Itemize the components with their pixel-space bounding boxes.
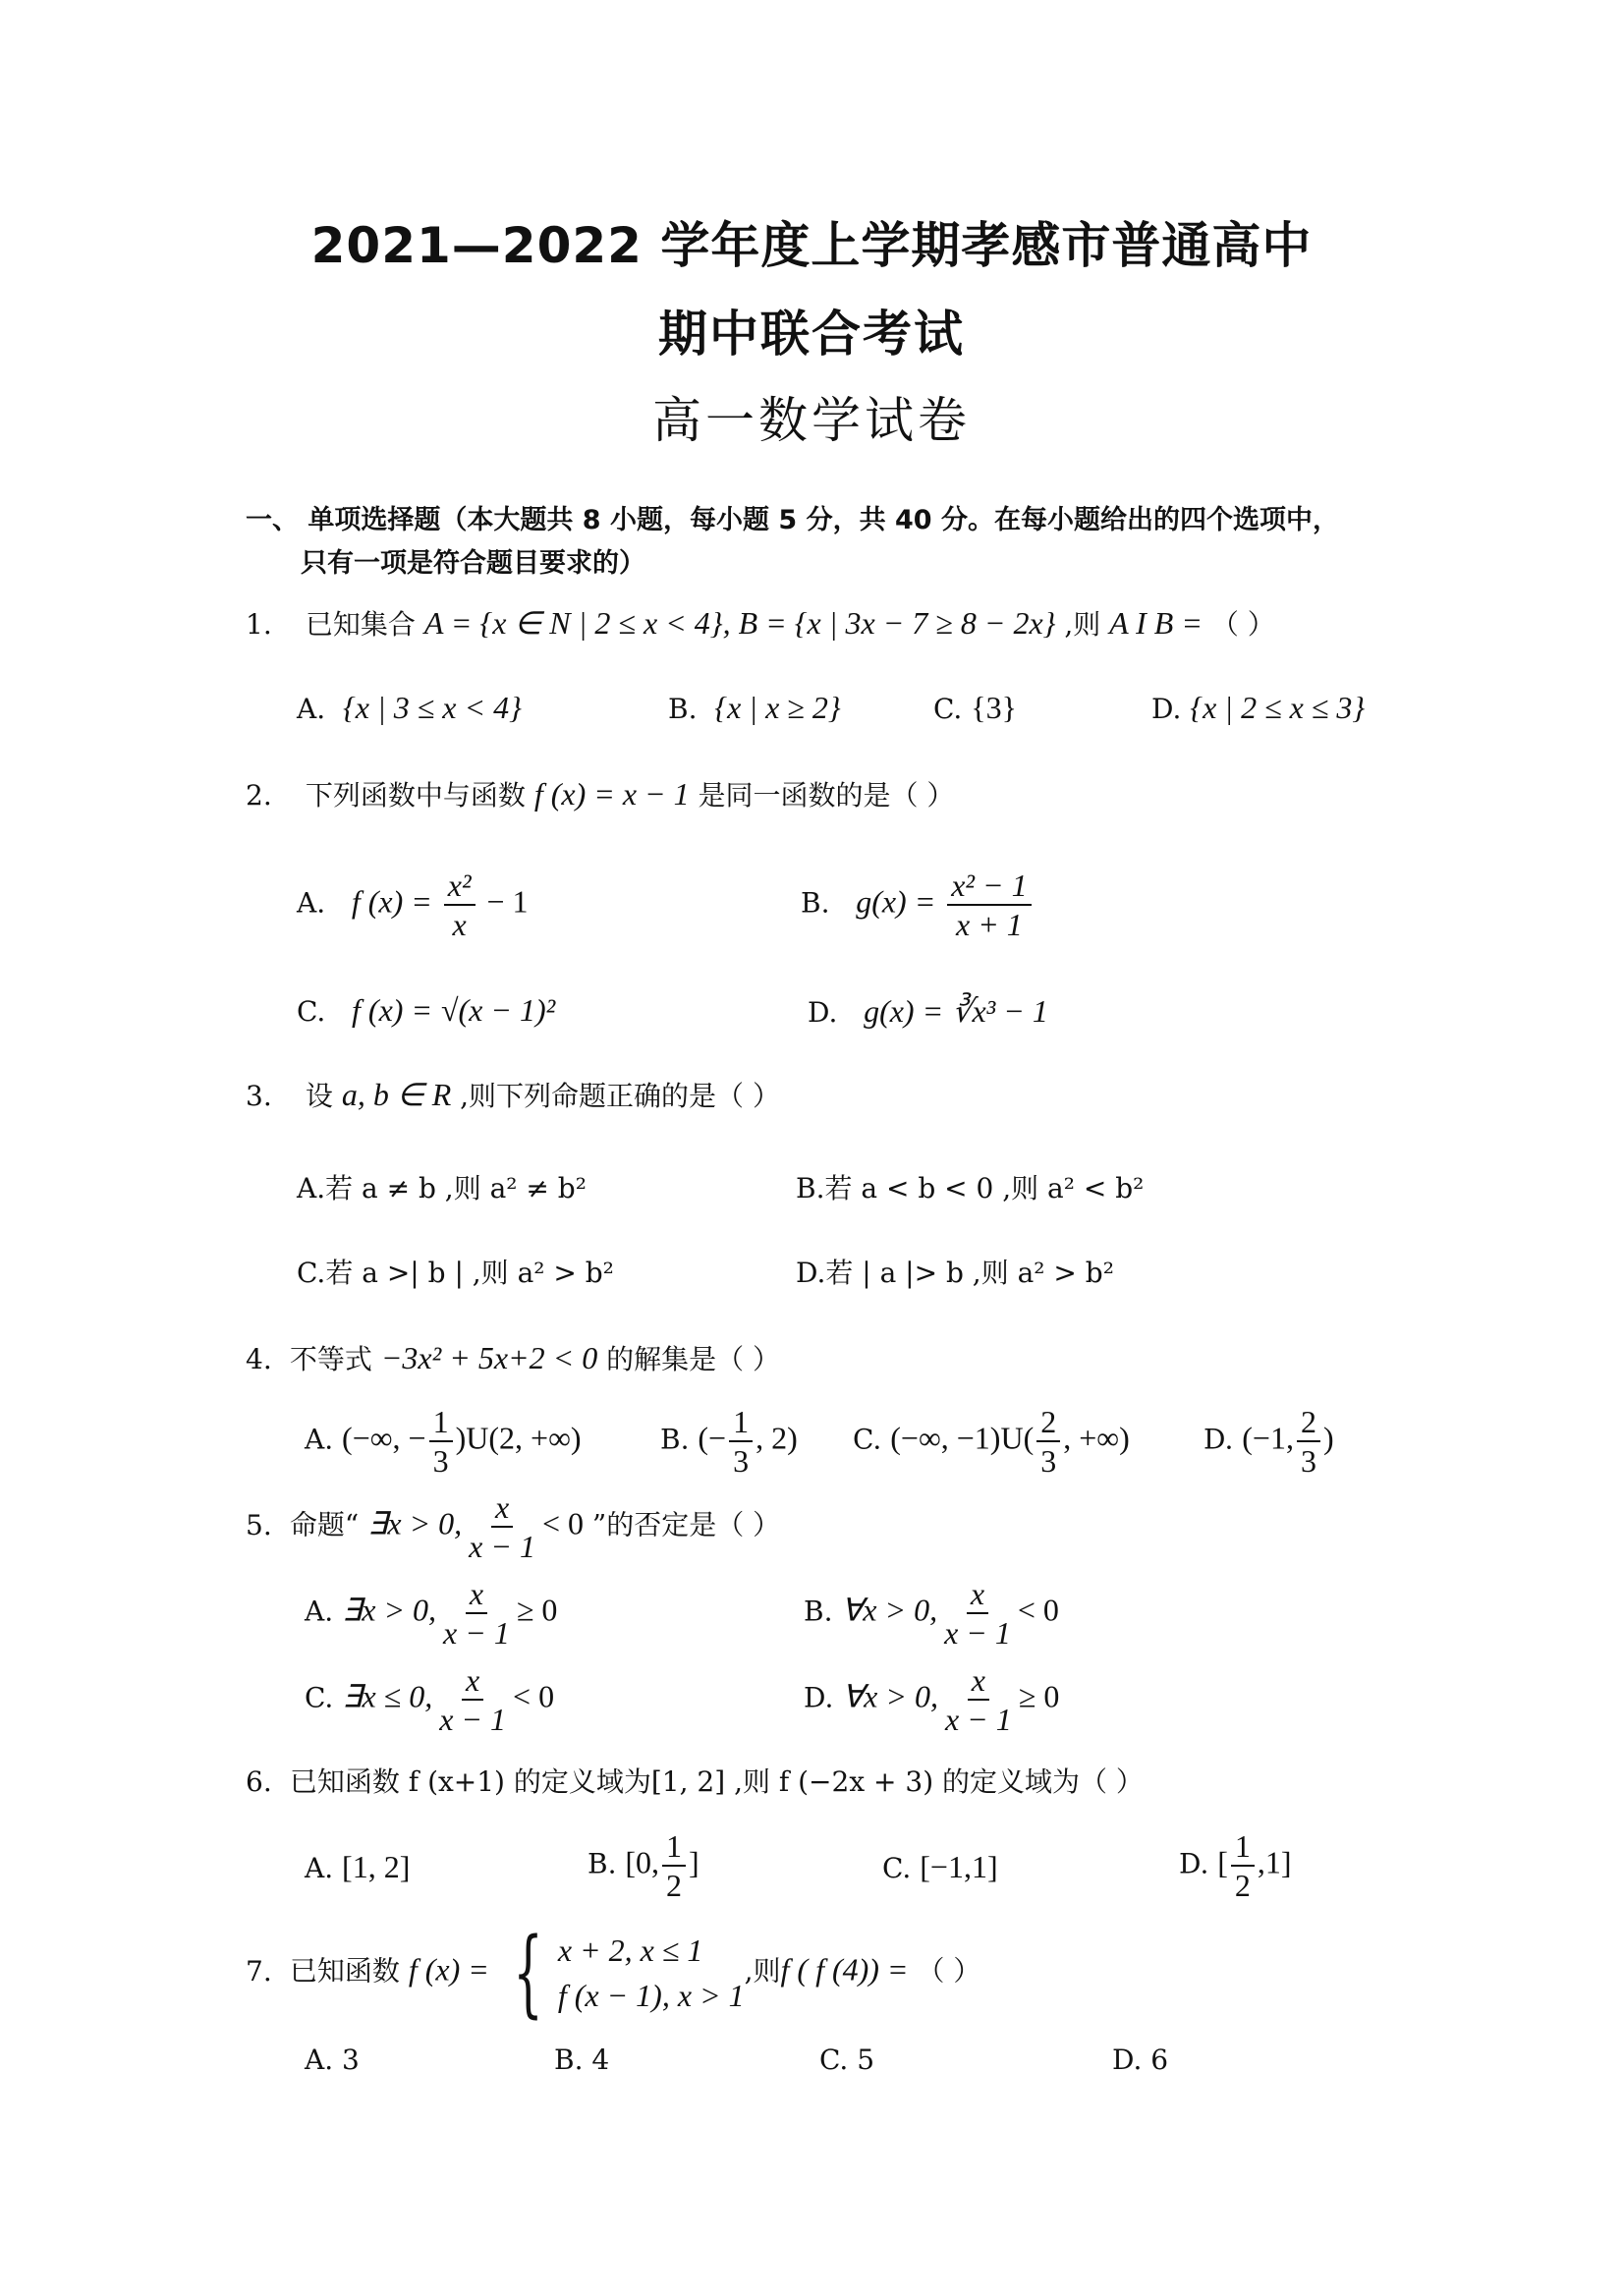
option-label: C.	[305, 1681, 334, 1714]
q2-option-a	[297, 867, 528, 943]
q6-option-c	[882, 1849, 998, 1885]
option-post: ≥ 0	[1018, 1678, 1060, 1714]
option-label: B.	[588, 1847, 617, 1880]
option-label: D.	[1151, 693, 1182, 725]
question-4	[246, 1338, 780, 1377]
fraction-numerator: 1	[1231, 1827, 1255, 1867]
question-stem-suffix: 是同一函数的是（ ）	[698, 779, 955, 812]
q5-option-c	[305, 1661, 554, 1738]
fraction-denominator: x − 1	[443, 1615, 510, 1651]
option-label: C.	[853, 1423, 882, 1456]
option-pre: ∃x ≤ 0,	[342, 1678, 433, 1714]
fraction	[662, 1827, 686, 1904]
option-pre: ∃x > 0,	[342, 1592, 437, 1628]
q5-option-b	[804, 1575, 1059, 1652]
q7-option-b: B. 4	[554, 2044, 610, 2076]
fraction-denominator: 3	[432, 1443, 449, 1479]
piecewise-case-2: f (x − 1), x > 1	[557, 1978, 745, 2013]
question-stem-suffix: 的解集是（ ）	[606, 1343, 781, 1375]
option-value: {3}	[971, 690, 1017, 725]
q1-option-a	[297, 690, 522, 726]
fraction-denominator: x − 1	[439, 1702, 507, 1737]
fraction	[465, 1488, 539, 1565]
q3-option-c: C.若 a >| b | ,则 a² > b²	[297, 1257, 614, 1289]
section-heading	[246, 499, 1339, 586]
option-post: < 0	[513, 1678, 555, 1714]
option-pre: [	[1217, 1844, 1228, 1880]
option-label: B.	[668, 693, 698, 725]
question-number: 5.	[246, 1508, 272, 1541]
option-post: < 0	[1017, 1592, 1059, 1628]
piecewise-case-1: x + 2, x ≤ 1	[557, 1932, 703, 1968]
question-stem-suffix: ,则	[744, 1954, 781, 1988]
question-stem-math: −3x² + 5x+2 < 0	[380, 1340, 598, 1375]
option-pre: ∀x > 0,	[841, 1592, 938, 1628]
option-label: D.	[1203, 1423, 1234, 1456]
q3-option-b: B.若 a < b < 0 ,则 a² < b²	[796, 1172, 1145, 1204]
question-number: 4.	[246, 1343, 272, 1375]
option-value: [−1,1]	[920, 1849, 998, 1884]
question-stem-suffix: ,则下列命题正确的是（ ）	[460, 1080, 780, 1112]
fraction-numerator: 2	[1297, 1403, 1320, 1442]
section-heading-line2: 只有一项是符合题目要求的）	[301, 548, 645, 579]
option-post: )U(2, +∞)	[455, 1420, 582, 1456]
fraction-numerator: x	[466, 1575, 487, 1614]
option-post: )	[1322, 1420, 1334, 1456]
question-number: 1.	[246, 608, 272, 641]
option-lhs: f (x) =	[352, 992, 433, 1028]
question-stem-prefix: 不等式	[289, 1343, 372, 1375]
fraction-numerator: 1	[729, 1403, 753, 1442]
option-pre: (−∞, −	[342, 1420, 426, 1456]
q2-option-b	[801, 867, 1035, 943]
option-post: ≥ 0	[516, 1592, 558, 1628]
question-paren: （ ）	[917, 1954, 981, 1988]
question-stem-prefix: 设	[305, 1080, 333, 1112]
question-number: 7.	[246, 1954, 272, 1988]
option-label: A.	[297, 886, 326, 920]
question-number: 2.	[246, 779, 272, 812]
q4-option-a	[305, 1403, 582, 1480]
fraction-numerator: x	[968, 1661, 989, 1701]
option-label: C.	[882, 1852, 912, 1884]
fraction-denominator: x	[452, 907, 467, 942]
fraction-denominator: 3	[733, 1443, 750, 1479]
option-label: D.	[1179, 1847, 1209, 1880]
q1-option-b	[668, 690, 841, 726]
option-label: B.	[660, 1423, 690, 1456]
q1-option-d	[1151, 690, 1365, 726]
option-radical: ∛x³ − 1	[952, 993, 1048, 1029]
question-stem-prefix: 下列函数中与函数	[305, 779, 526, 812]
exam-title-line3: 高一数学试卷	[652, 392, 971, 449]
q5-option-d	[804, 1661, 1059, 1738]
q6-option-b	[588, 1827, 700, 1904]
q4-option-c	[853, 1403, 1130, 1480]
fraction-denominator: 3	[1040, 1443, 1057, 1479]
fraction-denominator: x − 1	[944, 1702, 1012, 1737]
q3-option-d: D.若 | a |> b ,则 a² > b²	[796, 1257, 1114, 1289]
fraction	[1036, 1403, 1060, 1480]
fraction-denominator: x − 1	[944, 1615, 1011, 1651]
question-3	[246, 1075, 780, 1114]
question-stem-suffix: ,则	[1064, 608, 1101, 641]
q5-option-a	[305, 1575, 557, 1652]
fraction	[429, 1403, 453, 1480]
fraction	[940, 1575, 1015, 1652]
option-label: C.	[933, 693, 963, 725]
question-stem-prefix: 已知集合	[305, 608, 416, 641]
fraction	[1297, 1403, 1320, 1480]
fraction	[439, 1575, 514, 1652]
fraction-denominator: 3	[1300, 1443, 1316, 1479]
question-stem-math: f (x) = x − 1	[533, 776, 690, 812]
fraction-denominator: x + 1	[956, 907, 1023, 942]
option-rhs: − 1	[486, 883, 529, 920]
fraction	[444, 867, 476, 943]
option-label: D.	[804, 1681, 834, 1714]
question-5	[246, 1488, 780, 1565]
option-label: A.	[305, 1595, 334, 1628]
fraction-denominator: 2	[666, 1868, 683, 1903]
option-post: , +∞)	[1063, 1420, 1130, 1456]
question-stem-prefix: 命题“	[289, 1508, 360, 1541]
fraction-numerator: x	[491, 1488, 513, 1528]
option-lhs: g(x) =	[856, 883, 936, 920]
q3-option-a: A.若 a ≠ b ,则 a² ≠ b²	[297, 1172, 587, 1204]
option-post: ,1]	[1257, 1844, 1292, 1880]
question-7	[246, 1918, 981, 2028]
fraction-numerator: 2	[1036, 1403, 1060, 1442]
question-1	[246, 603, 1275, 643]
fraction-numerator: 1	[429, 1403, 453, 1442]
option-post: , 2)	[756, 1420, 798, 1456]
question-stem: 已知函数 f (x+1) 的定义域为[1, 2] ,则 f (−2x + 3) 的定义域为（ ）	[289, 1765, 1144, 1798]
option-pre: [0,	[625, 1844, 660, 1880]
fraction-denominator: 2	[1234, 1868, 1251, 1903]
left-brace-icon: {	[513, 1918, 543, 2028]
option-pre: (−1,	[1242, 1420, 1294, 1456]
fraction-numerator: x²	[444, 867, 476, 906]
q6-option-d	[1179, 1827, 1292, 1904]
option-radical: √(x − 1)²	[440, 992, 556, 1028]
fraction-denominator: x − 1	[469, 1529, 535, 1564]
q1-option-c	[933, 690, 1017, 726]
piecewise-cases	[558, 1928, 745, 2018]
q6-option-a	[305, 1849, 410, 1885]
option-value: [1, 2]	[342, 1849, 411, 1884]
q7-option-c: C. 5	[819, 2044, 875, 2076]
fraction-numerator: 1	[662, 1827, 686, 1867]
question-stem-math: a, b ∈ R	[341, 1077, 452, 1112]
option-pre: (−∞, −1)U(	[890, 1420, 1035, 1456]
option-pre: ∀x > 0,	[842, 1678, 938, 1714]
fraction	[941, 1661, 1016, 1738]
exam-title-line1: 2021—2022 学年度上学期孝感市普通高中	[310, 217, 1313, 274]
option-label: C.	[297, 995, 326, 1028]
exam-title-line2: 期中联合考试	[658, 306, 965, 363]
q7-option-a: A. 3	[305, 2044, 360, 2076]
question-stem-math-post: < 0	[541, 1505, 584, 1541]
option-label: D.	[808, 996, 838, 1029]
question-paren: （ ）	[1210, 608, 1275, 641]
option-post: ]	[689, 1844, 700, 1880]
option-label: B.	[801, 886, 830, 920]
fraction-numerator: x	[967, 1575, 988, 1614]
q2-option-d	[808, 992, 1048, 1030]
option-value: {x | 2 ≤ x ≤ 3}	[1190, 690, 1366, 725]
option-label: A.	[297, 693, 326, 725]
section-heading-line1: 一、 单项选择题（本大题共 8 小题，每小题 5 分，共 40 分。在每小题给出的四个选项中，	[246, 505, 1339, 535]
question-number: 6.	[246, 1765, 272, 1798]
option-label: B.	[804, 1595, 833, 1628]
q2-option-c	[297, 992, 555, 1029]
question-stem-math: A = {x ∈ N | 2 ≤ x < 4}, B = {x | 3x − 7 ≥ 8 − 2x}	[423, 605, 1056, 641]
question-stem-math2: f ( f (4)) =	[780, 1951, 909, 1988]
fraction	[947, 867, 1031, 943]
q4-option-b	[660, 1403, 798, 1480]
question-stem-lhs: f (x) =	[408, 1951, 489, 1988]
question-stem-math2: A I B =	[1109, 605, 1203, 641]
question-stem-math: ∃x > 0,	[367, 1505, 463, 1541]
fraction	[1231, 1827, 1255, 1904]
option-label: A.	[305, 1852, 334, 1884]
fraction-numerator: x² − 1	[947, 867, 1031, 906]
fraction	[435, 1661, 510, 1738]
question-6	[246, 1761, 1144, 1800]
option-value: {x | x ≥ 2}	[714, 690, 841, 725]
question-number: 3.	[246, 1080, 272, 1112]
q4-option-d	[1203, 1403, 1334, 1480]
fraction	[729, 1403, 753, 1480]
option-label: A.	[305, 1423, 334, 1456]
q7-option-d: D. 6	[1112, 2044, 1169, 2076]
option-value: {x | 3 ≤ x < 4}	[342, 690, 522, 725]
option-lhs: g(x) =	[864, 993, 944, 1029]
option-pre: (−	[698, 1420, 727, 1456]
question-stem-prefix: 已知函数	[289, 1954, 400, 1988]
question-2	[246, 774, 954, 813]
option-lhs: f (x) =	[351, 883, 432, 920]
fraction-numerator: x	[462, 1661, 483, 1701]
question-stem-suffix: ”的否定是（ ）	[591, 1508, 781, 1541]
